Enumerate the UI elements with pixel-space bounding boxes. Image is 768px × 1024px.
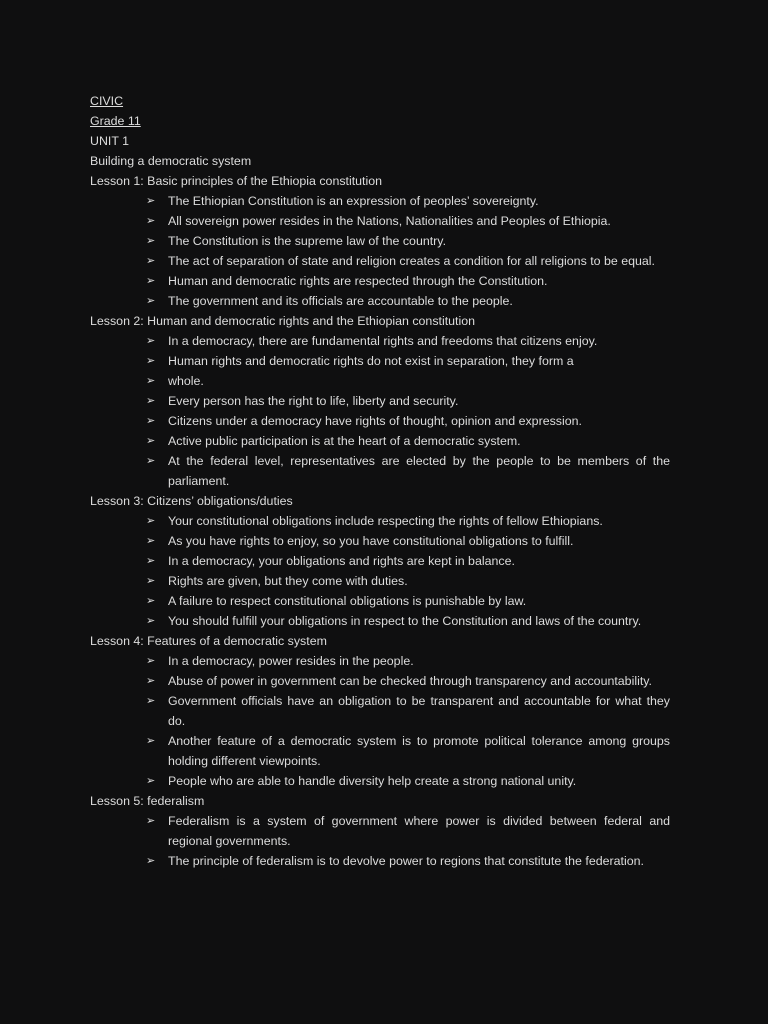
- bullet-text: Abuse of power in government can be checked through transparency and accountability.: [168, 674, 652, 688]
- bullet-text: whole.: [168, 374, 204, 388]
- list-item: [90, 551, 680, 571]
- list-item: [90, 231, 680, 251]
- list-item: [90, 611, 680, 631]
- bullet-list: [90, 651, 680, 791]
- bullet-text: Citizens under a democracy have rights of thought, opinion and expression.: [168, 414, 582, 428]
- bullet-list: [90, 811, 680, 871]
- arrow-bullet-icon: ➢: [146, 674, 156, 687]
- list-item: [90, 591, 680, 611]
- arrow-bullet-icon: ➢: [146, 694, 156, 707]
- bullet-text: You should fulfill your obligations in respect to the Constitution and laws of the country.: [168, 614, 642, 628]
- bullet-text: Human and democratic rights are respected through the Constitution.: [168, 274, 548, 288]
- arrow-bullet-icon: ➢: [146, 394, 156, 407]
- arrow-bullet-icon: ➢: [146, 554, 156, 567]
- list-item: [90, 671, 680, 691]
- bullet-text: Government officials have an obligation to be transparent and accountable for what they do.: [168, 694, 670, 728]
- arrow-bullet-icon: ➢: [146, 234, 156, 247]
- list-item: [90, 411, 680, 431]
- bullet-text: At the federal level, representatives are elected by the people to be members of the parliament.: [168, 454, 670, 488]
- grade-label: Grade 11: [90, 114, 141, 128]
- arrow-bullet-icon: ➢: [146, 294, 156, 307]
- list-item: [90, 291, 680, 311]
- lesson-heading: Lesson 1: Basic principles of the Ethiopia constitution: [90, 174, 383, 188]
- lesson-section: [90, 311, 680, 491]
- bullet-text: A failure to respect constitutional obligations is punishable by law.: [168, 594, 527, 608]
- list-item: [90, 511, 680, 531]
- arrow-bullet-icon: ➢: [146, 574, 156, 587]
- arrow-bullet-icon: ➢: [146, 254, 156, 267]
- bullet-text: In a democracy, power resides in the people.: [168, 654, 414, 668]
- list-item: [90, 211, 680, 231]
- subject-title: CIVIC: [90, 94, 124, 108]
- list-item: [90, 571, 680, 591]
- arrow-bullet-icon: ➢: [146, 414, 156, 427]
- arrow-bullet-icon: ➢: [146, 614, 156, 627]
- list-item: [90, 451, 680, 491]
- list-item: [90, 331, 680, 351]
- bullet-text: The act of separation of state and religion creates a condition for all religions to be equal.: [168, 254, 655, 268]
- bullet-text: Active public participation is at the heart of a democratic system.: [168, 434, 521, 448]
- bullet-list: [90, 331, 680, 491]
- arrow-bullet-icon: ➢: [146, 434, 156, 447]
- lesson-heading: Lesson 3: Citizens’ obligations/duties: [90, 494, 293, 508]
- list-item: [90, 651, 680, 671]
- list-item: [90, 811, 680, 851]
- arrow-bullet-icon: ➢: [146, 854, 156, 867]
- bullet-text: All sovereign power resides in the Nations, Nationalities and Peoples of Ethiopia.: [168, 214, 611, 228]
- lesson-heading: Lesson 5: federalism: [90, 794, 205, 808]
- bullet-text: Another feature of a democratic system is to promote political tolerance among groups holding different viewpoints.: [168, 734, 670, 768]
- bullet-text: Every person has the right to life, liberty and security.: [168, 394, 459, 408]
- bullet-text: The Ethiopian Constitution is an expression of peoples’ sovereignty.: [168, 194, 539, 208]
- arrow-bullet-icon: ➢: [146, 594, 156, 607]
- bullet-text: The Constitution is the supreme law of the country.: [168, 234, 447, 248]
- list-item: [90, 531, 680, 551]
- bullet-text: Human rights and democratic rights do not exist in separation, they form a: [168, 354, 574, 368]
- arrow-bullet-icon: ➢: [146, 514, 156, 527]
- arrow-bullet-icon: ➢: [146, 534, 156, 547]
- list-item: [90, 391, 680, 411]
- bullet-text: Your constitutional obligations include respecting the rights of fellow Ethiopians.: [168, 514, 603, 528]
- arrow-bullet-icon: ➢: [146, 374, 156, 387]
- arrow-bullet-icon: ➢: [146, 454, 156, 467]
- arrow-bullet-icon: ➢: [146, 354, 156, 367]
- bullet-text: In a democracy, there are fundamental rights and freedoms that citizens enjoy.: [168, 334, 598, 348]
- lessons-container: [90, 171, 680, 871]
- list-item: [90, 431, 680, 451]
- lesson-section: [90, 631, 680, 791]
- unit-title: Building a democratic system: [90, 154, 252, 168]
- bullet-list: [90, 191, 680, 311]
- bullet-text: People who are able to handle diversity help create a strong national unity.: [168, 774, 577, 788]
- bullet-text: The government and its officials are accountable to the people.: [168, 294, 513, 308]
- arrow-bullet-icon: ➢: [146, 334, 156, 347]
- unit-label: UNIT 1: [90, 134, 130, 148]
- arrow-bullet-icon: ➢: [146, 814, 156, 827]
- list-item: [90, 251, 680, 271]
- bullet-text: In a democracy, your obligations and rights are kept in balance.: [168, 554, 515, 568]
- list-item: [90, 771, 680, 791]
- lesson-heading: Lesson 4: Features of a democratic system: [90, 634, 327, 648]
- lesson-section: [90, 491, 680, 631]
- arrow-bullet-icon: ➢: [146, 214, 156, 227]
- list-item: [90, 271, 680, 291]
- list-item: [90, 191, 680, 211]
- bullet-list: [90, 511, 680, 631]
- bullet-text: Federalism is a system of government where power is divided between federal and regional governments.: [168, 814, 670, 848]
- arrow-bullet-icon: ➢: [146, 734, 156, 747]
- list-item: [90, 351, 680, 371]
- arrow-bullet-icon: ➢: [146, 654, 156, 667]
- bullet-text: The principle of federalism is to devolve power to regions that constitute the federation.: [168, 854, 644, 868]
- arrow-bullet-icon: ➢: [146, 194, 156, 207]
- bullet-text: As you have rights to enjoy, so you have constitutional obligations to fulfill.: [168, 534, 574, 548]
- arrow-bullet-icon: ➢: [146, 274, 156, 287]
- lesson-heading: Lesson 2: Human and democratic rights and the Ethiopian constitution: [90, 314, 476, 328]
- document-body: [90, 91, 680, 871]
- bullet-text: Rights are given, but they come with duties.: [168, 574, 408, 588]
- lesson-section: [90, 171, 680, 311]
- lesson-section: [90, 791, 680, 871]
- list-item: [90, 371, 680, 391]
- list-item: [90, 851, 680, 871]
- list-item: [90, 691, 680, 731]
- list-item: [90, 731, 680, 771]
- arrow-bullet-icon: ➢: [146, 774, 156, 787]
